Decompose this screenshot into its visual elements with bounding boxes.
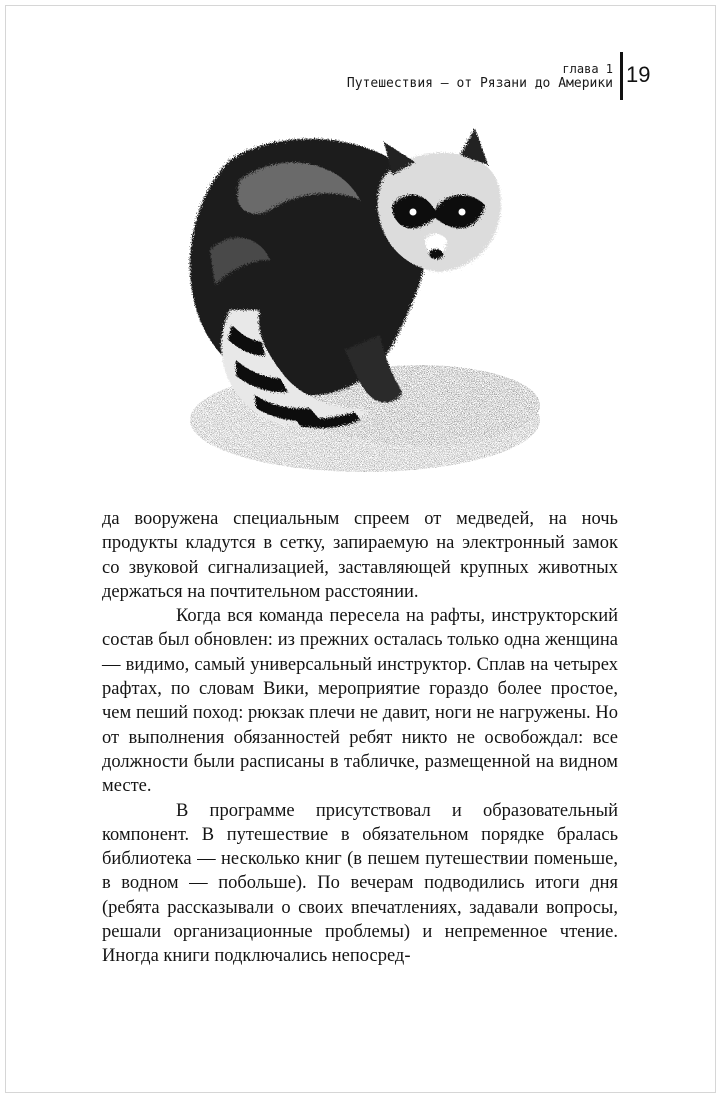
body-text: [102, 507, 618, 969]
paragraph-continuation: да вооружена специальным спреем от медведей, на ночь продукты кладутся в сетку, запираемую на электронный замок со звуковой сигнализацией, заставляющей крупных животных держаться на почтительном расстоянии.: [102, 509, 618, 602]
running-title: Путешествия — от Рязани до Америки: [346, 76, 613, 91]
chapter-label: глава 1: [562, 62, 613, 76]
raccoon-illustration: [170, 120, 570, 485]
running-header: [0, 50, 723, 108]
paragraph: Когда вся команда пересела на рафты, инструкторский состав был обновлен: из прежних осталась только одна женщина — видимо, самый универсальный инструктор. Сплав на четырех рафтах, по словам Вики, мероприятие гораздо более простое, чем пеший поход: рюкзак плечи не давит, ноги не нагружены. Но от выполнения обязанностей ребят никто не освобождал: все должности были расписаны в табличке, размещенной на видном месте.: [102, 606, 618, 797]
page-number: 19: [626, 62, 651, 87]
header-text: [347, 62, 613, 92]
raccoon-illustration-icon: [170, 120, 570, 485]
paragraph: В программе присутствовал и образовательный компонент. В путешествие в обязательном порядке бралась библиотека — несколько книг (в пешем путешествии поменьше, в водном — побольше). По вечерам подводились итоги дня (ребята рассказывали о своих впечатлениях, задавали вопросы, решали организационные проблемы) и непременное чтение. Иногда книги подключались непосред-: [102, 800, 618, 967]
header-divider: [620, 52, 623, 100]
